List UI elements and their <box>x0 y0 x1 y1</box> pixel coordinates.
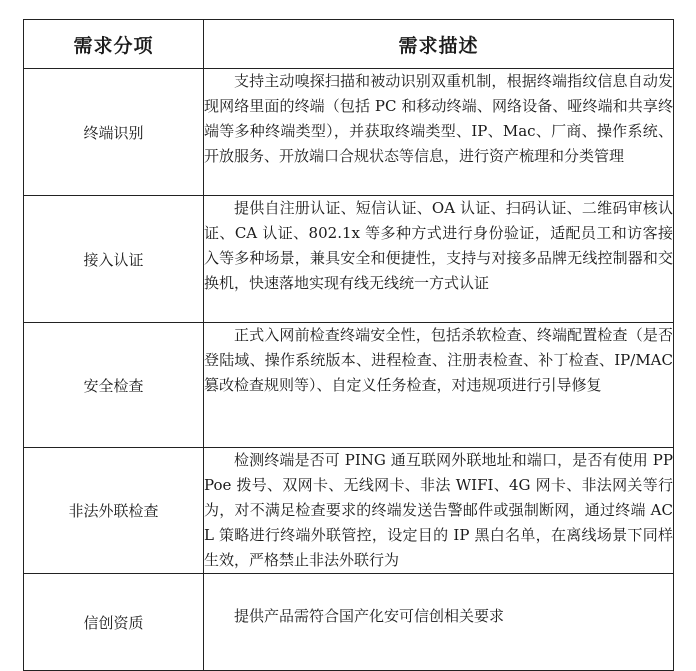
table-row <box>24 448 674 574</box>
header-category: 需求分项 <box>24 20 204 69</box>
row-category: 接入认证 <box>24 196 204 323</box>
table-row <box>24 574 674 671</box>
row-description: 提供自注册认证、短信认证、OA 认证、扫码认证、二维码审核认证、CA 认证、802.1x 等多种方式进行身份验证，适配员工和访客接入等多种场景，兼具安全和便捷性，支持与对接多品牌无线控制器和交换机，快速落地实现有线无线统一方式认证 <box>204 196 674 323</box>
row-category: 安全检查 <box>24 323 204 448</box>
header-description: 需求描述 <box>204 20 674 69</box>
row-category: 终端识别 <box>24 69 204 196</box>
table-header-row <box>24 20 674 69</box>
requirements-table <box>23 19 674 671</box>
table-row <box>24 323 674 448</box>
table-row <box>24 69 674 196</box>
row-category: 非法外联检查 <box>24 448 204 574</box>
row-category: 信创资质 <box>24 574 204 671</box>
table-row <box>24 196 674 323</box>
row-description: 正式入网前检查终端安全性，包括杀软检查、终端配置检查（是否登陆域、操作系统版本、进程检查、注册表检查、补丁检查、IP/MAC 篡改检查规则等）、自定义任务检查，对违规项进行引导修复 <box>204 323 674 448</box>
row-description: 检测终端是否可 PING 通互联网外联地址和端口，是否有使用 PPPoe 拨号、双网卡、无线网卡、非法 WIFI、4G 网卡、非法网关等行为，对不满足检查要求的终端发送告警邮件或强制断网，通过终端 ACL 策略进行终端外联管控，设定目的 IP 黑白名单，在离线场景下同样生效，严格禁止非法外联行为 <box>204 448 674 574</box>
row-description: 支持主动嗅探扫描和被动识别双重机制，根据终端指纹信息自动发现网络里面的终端（包括 PC 和移动终端、网络设备、哑终端和共享终端等多种终端类型），并获取终端类型、IP、Mac、厂商、操作系统、开放服务、开放端口合规状态等信息，进行资产梳理和分类管理 <box>204 69 674 196</box>
row-description: 提供产品需符合国产化安可信创相关要求 <box>204 574 674 671</box>
